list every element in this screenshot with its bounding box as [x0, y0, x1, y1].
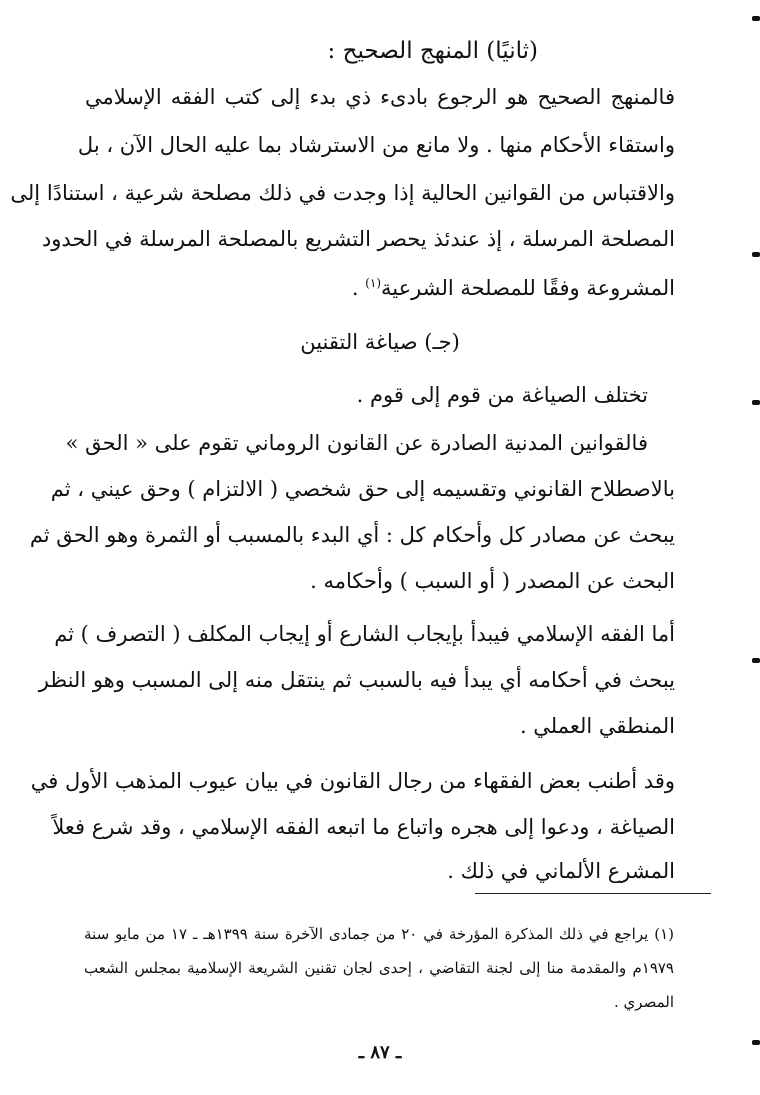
paragraph-line: والاقتباس من القوانين الحالية إذا وجدت في ذلك مصلحة شرعية ، استنادًا إلى [10, 181, 675, 205]
page-number: ـ ٨٧ ـ [358, 1042, 402, 1063]
section-heading: (ثانيًا) المنهج الصحيح : [327, 38, 538, 64]
paragraph-line: وقد أطنب بعض الفقهاء من رجال القانون في بيان عيوب المذهب الأول في [30, 769, 675, 793]
paragraph-line-end: . [351, 276, 366, 300]
paragraph-line: فالمنهج الصحيح هو الرجوع بادىء ذي بدء إلى كتب الفقه الإسلامي [85, 85, 675, 109]
footnote-line: ١٩٧٩م والمقدمة منا إلى لجنة التقاضي ، إحدى لجان تقنين الشريعة الإسلامية بمجلس الشعب [84, 959, 674, 977]
paragraph-2: تختلف الصياغة من قوم إلى قوم . [356, 383, 648, 407]
paragraph-line-text: المشروعة وفقًا للمصلحة الشرعية [381, 276, 675, 300]
footnote-reference: (١) [365, 276, 381, 290]
footnote-line: المصري . [614, 993, 674, 1011]
paragraph-line: المصلحة المرسلة ، إذ عندئذ يحصر التشريع بالمصلحة المرسلة في الحدود [41, 227, 675, 251]
paragraph-line: الصياغة ، ودعوا إلى هجره واتباع ما اتبعه الفقه الإسلامي ، وقد شرع فعلاً [52, 815, 675, 839]
paragraph-line: يبحث عن مصادر كل وأحكام كل : أي البدء بالمسبب أو الثمرة وهو الحق ثم [29, 523, 675, 547]
subheading: (جـ) صياغة التقنين [300, 330, 460, 354]
paragraph-line: بالاصطلاح القانوني وتقسيمه إلى حق شخصي ( الالتزام ) وحق عيني ، ثم [50, 477, 675, 501]
paragraph-line: فالقوانين المدنية الصادرة عن القانون الروماني تقوم على « الحق » [65, 431, 648, 455]
paragraph-line: يبحث في أحكامه أي يبدأ فيه بالسبب ثم ينتقل منه إلى المسبب وهو النظر [38, 668, 675, 692]
footnote-line: (١) يراجع في ذلك المذكرة المؤرخة في ٢٠ من جمادى الآخرة سنة ١٣٩٩هـ ـ ١٧ من مايو سنة [84, 925, 674, 943]
paragraph-line: البحث عن المصدر ( أو السبب ) وأحكامه . [310, 569, 675, 593]
margin-mark [752, 1040, 760, 1045]
margin-mark [752, 658, 760, 663]
margin-mark [752, 252, 760, 257]
paragraph-line: المنطقي العملي . [519, 714, 675, 738]
margin-mark [752, 400, 760, 405]
paragraph-line [352, 268, 675, 303]
paragraph-line: المشرع الألماني في ذلك . [447, 859, 675, 883]
paragraph-line: أما الفقه الإسلامي فيبدأ بإيجاب الشارع أو إيجاب المكلف ( التصرف ) ثم [54, 622, 675, 646]
margin-mark [752, 16, 760, 21]
footnote-separator [475, 893, 711, 894]
paragraph-line: واستقاء الأحكام منها . ولا مانع من الاسترشاد بما عليه الحال الآن ، بل [77, 133, 675, 157]
